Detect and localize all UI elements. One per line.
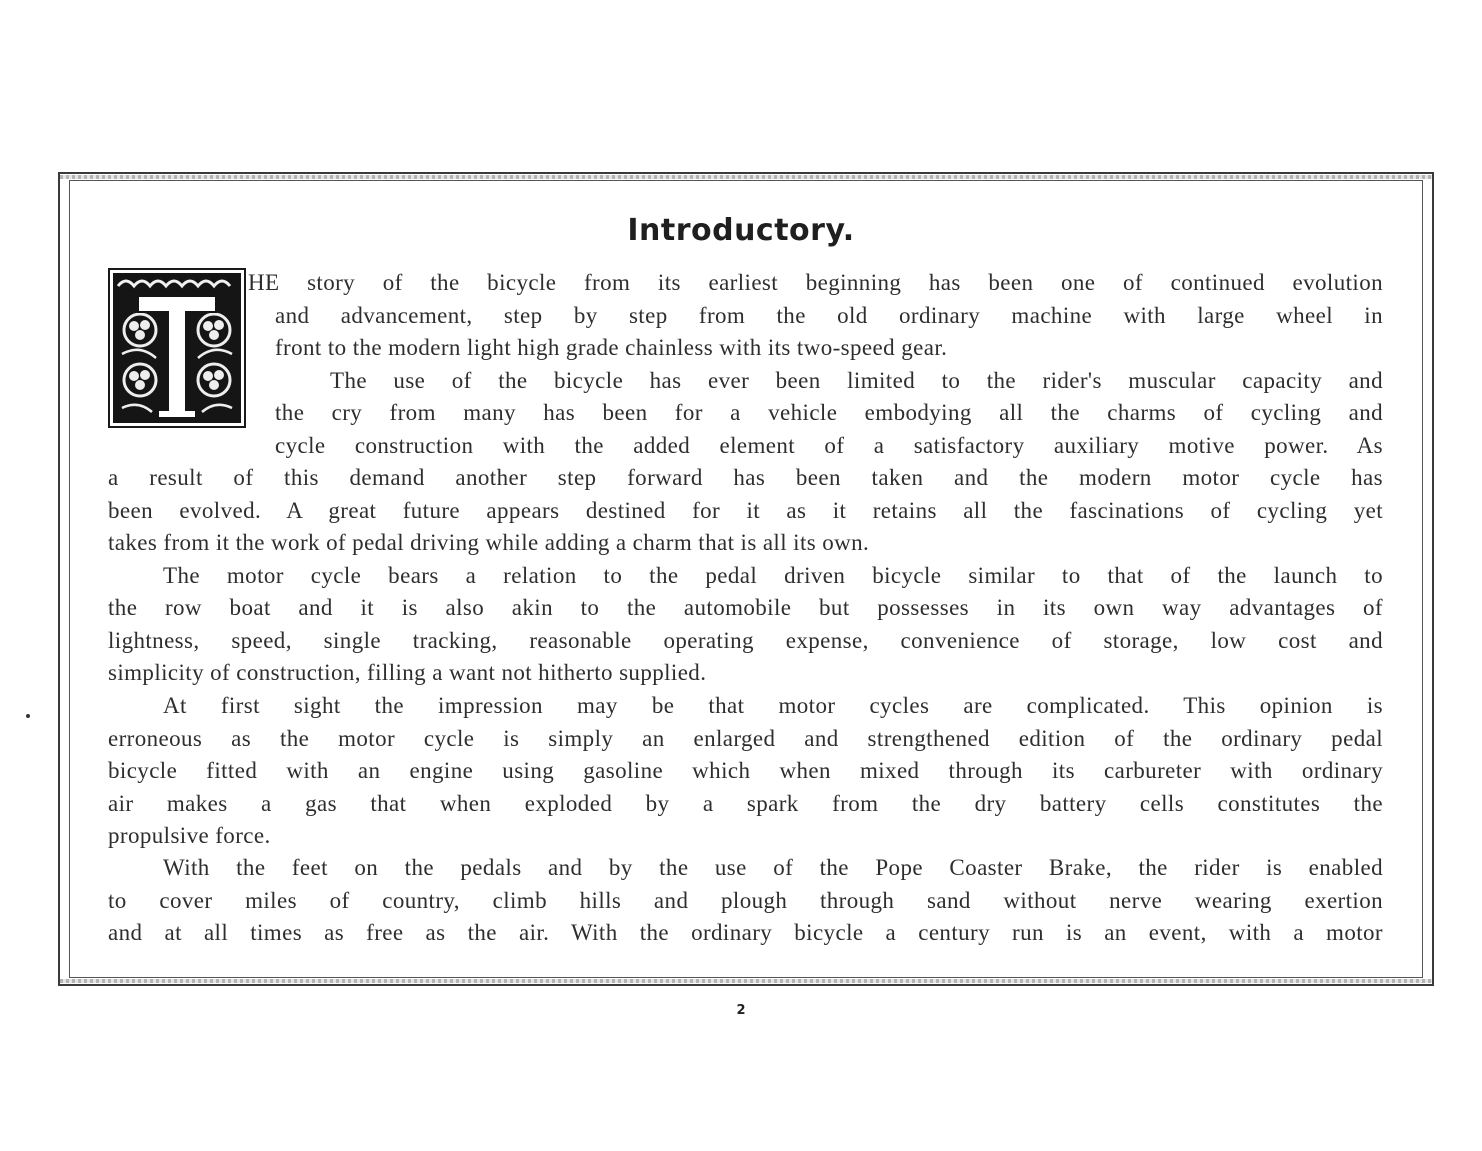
text-line-15: erroneous as the motor cycle is simply an enlarged and strengthened edition of the ordinary pedal [108,726,1383,751]
text-line-1: HE story of the bicycle from its earliest beginning has been one of continued evolution [248,270,1383,295]
border-rule-bottom [60,979,1432,983]
text-line-11: the row boat and it is also akin to the automobile but possesses in its own way advantages of [108,595,1383,620]
text-line-12: lightness, speed, single tracking, reasonable operating expense, convenience of storage, low cost and [108,628,1383,653]
text-line-19: With the feet on the pedals and by the use of the Pope Coaster Brake, the rider is enabled [163,855,1383,880]
text-line-8: been evolved. A great future appears destined for it as it retains all the fascinations of cycling yet [108,498,1383,523]
text-line-9: takes from it the work of pedal driving while adding a charm that is all its own. [108,530,870,555]
text-line-10: The motor cycle bears a relation to the pedal driven bicycle similar to that of the launch to [163,563,1383,588]
page-number: 2 [736,1003,746,1018]
text-line-4: The use of the bicycle has ever been limited to the rider's muscular capacity and [330,368,1383,393]
page-title: Introductory. [627,213,855,248]
text-line-21: and at all times as free as the air. With the ordinary bicycle a century run is an event, with a motor [108,920,1383,945]
ornamental-drop-cap-icon [108,268,246,428]
text-line-7: a result of this demand another step forward has been taken and the modern motor cycle has [108,465,1383,490]
text-line-3: front to the modern light high grade chainless with its two-speed gear. [275,335,948,360]
text-line-18: propulsive force. [108,823,271,848]
text-line-13: simplicity of construction, filling a want not hitherto supplied. [108,660,707,685]
page-speck [26,714,30,718]
text-line-14: At first sight the impression may be that motor cycles are complicated. This opinion is [163,693,1383,718]
text-line-16: bicycle fitted with an engine using gasoline which when mixed through its carbureter with ordinary [108,758,1383,783]
text-line-17: air makes a gas that when exploded by a spark from the dry battery cells constitutes the [108,791,1383,816]
text-line-20: to cover miles of country, climb hills and plough through sand without nerve wearing exertion [108,888,1383,913]
text-line-2: and advancement, step by step from the old ordinary machine with large wheel in [275,303,1383,328]
border-rule-top [60,175,1432,179]
text-line-6: cycle construction with the added element of a satisfactory auxiliary motive power. As [275,433,1383,458]
text-line-5: the cry from many has been for a vehicle embodying all the charms of cycling and [275,400,1383,425]
